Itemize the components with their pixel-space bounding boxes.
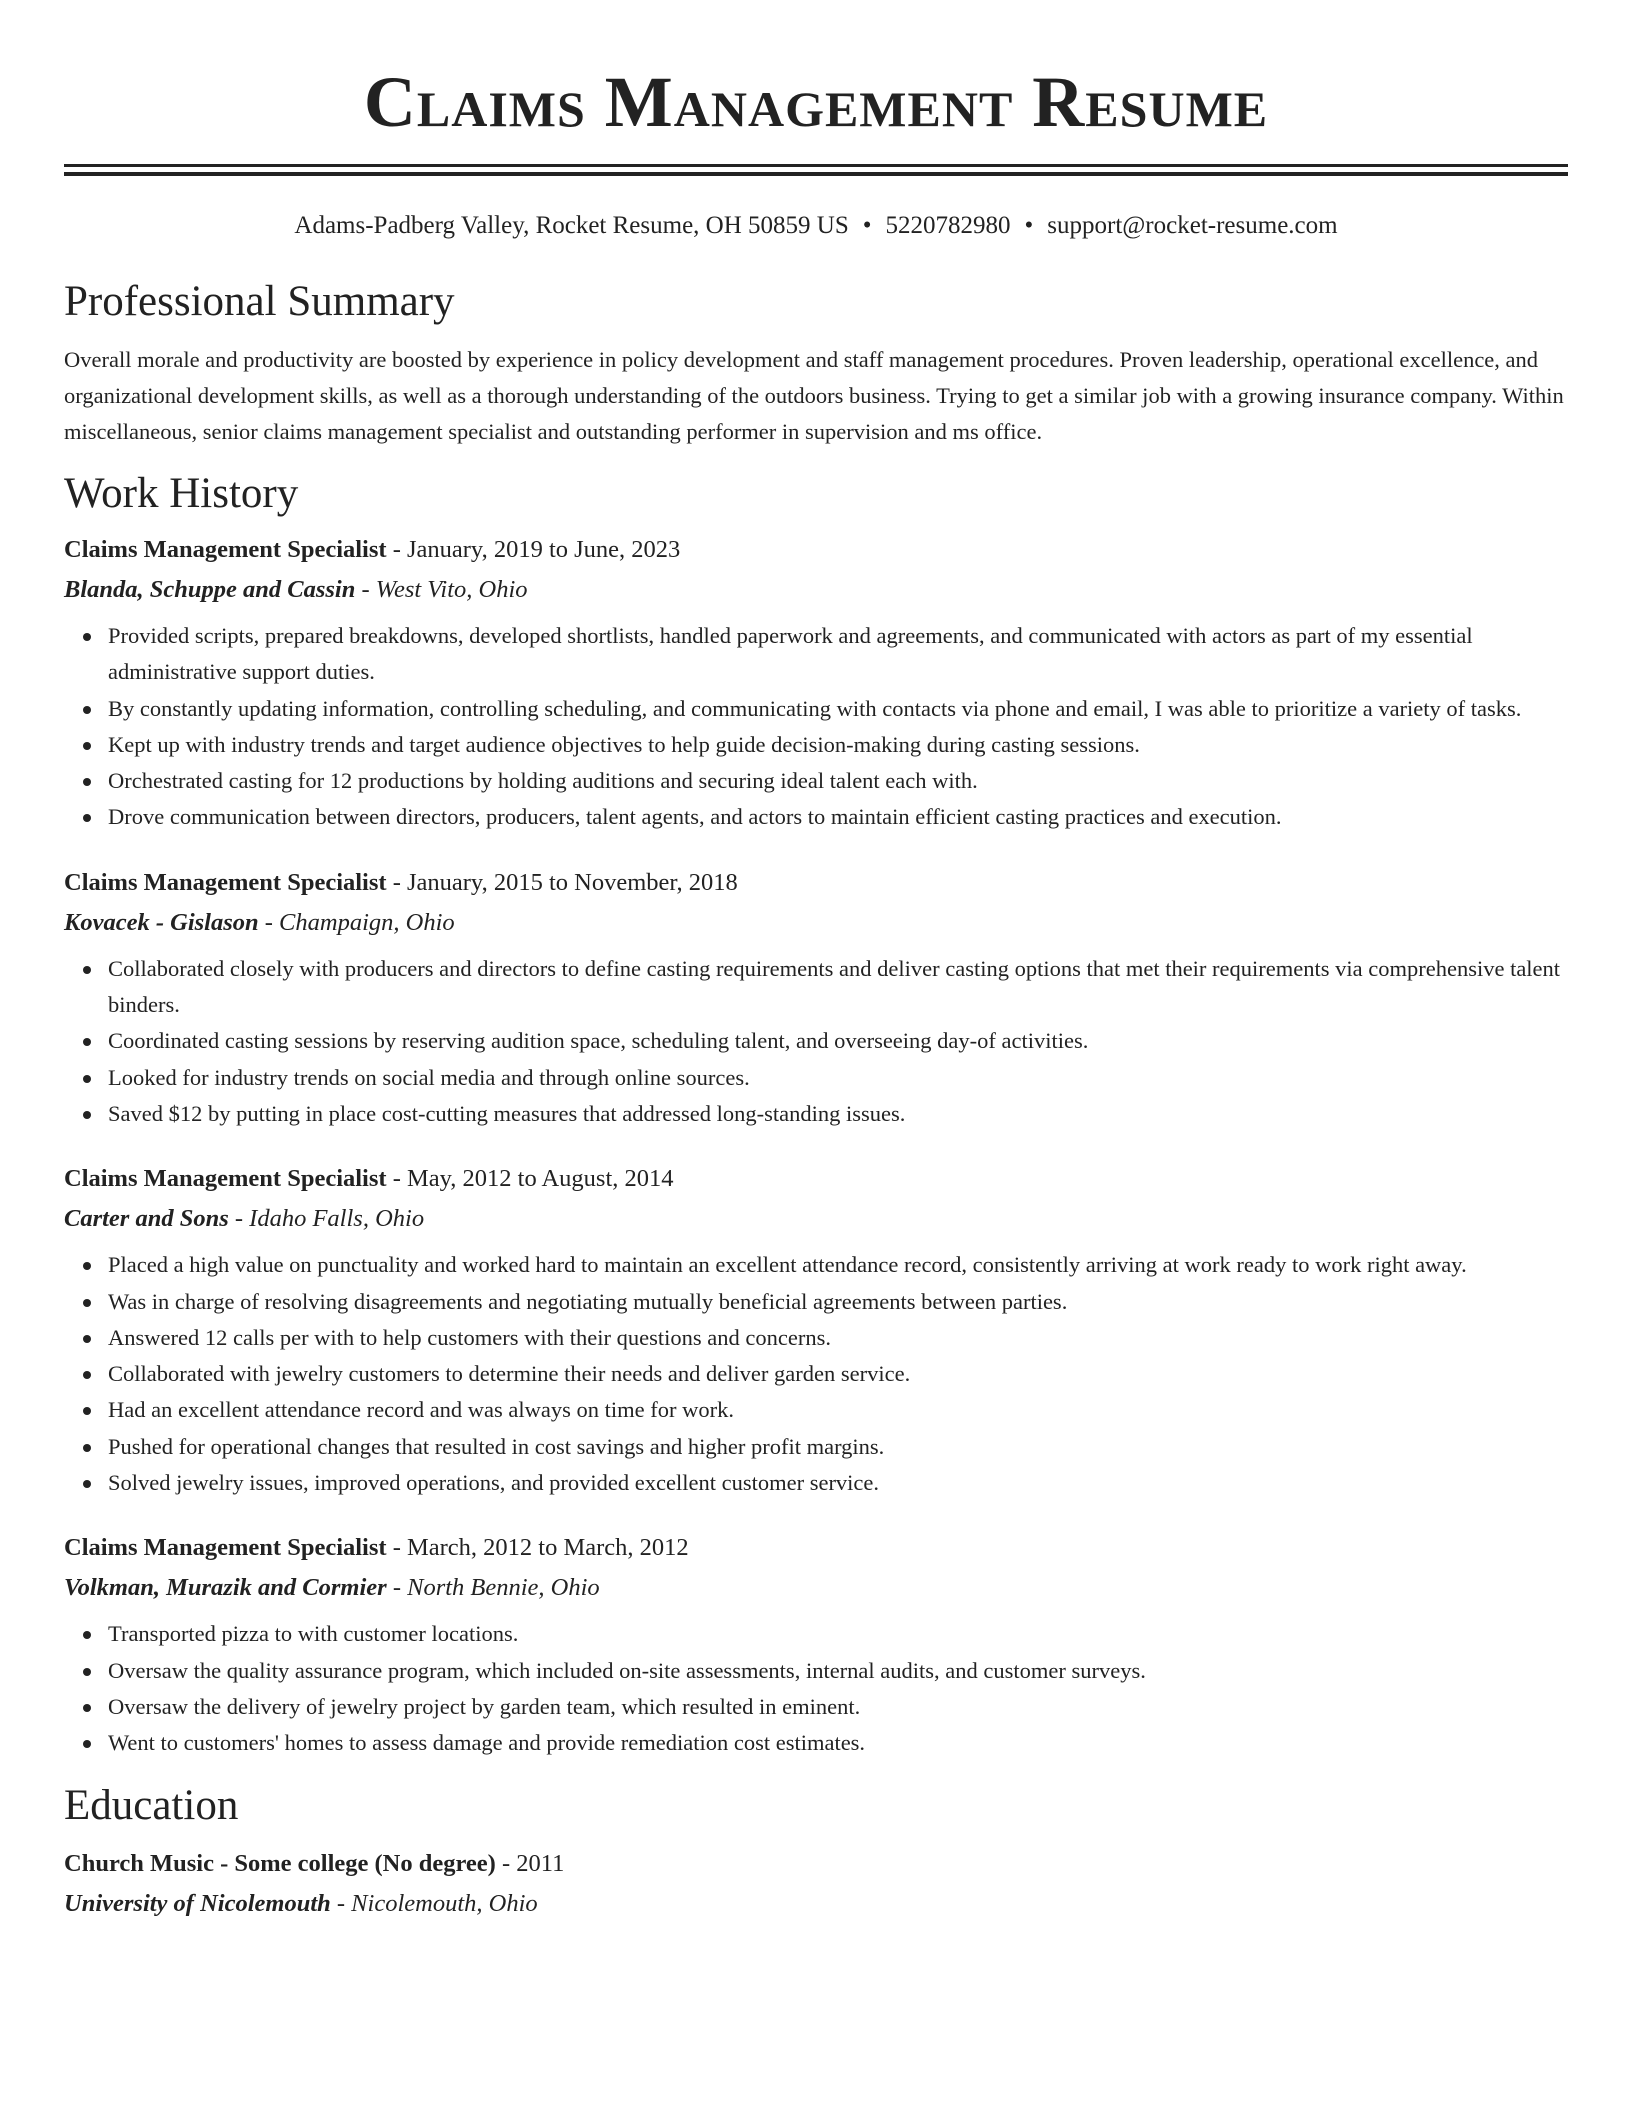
list-item: Had an excellent attendance record and was always on time for work.: [108, 1392, 1568, 1428]
job-title-line: [64, 1528, 1568, 1568]
education-degree-line: [64, 1844, 1568, 1884]
contact-separator: •: [862, 212, 872, 239]
list-item: Oversaw the delivery of jewelry project by garden team, which resulted in eminent.: [108, 1689, 1568, 1725]
list-item: Was in charge of resolving disagreements and negotiating mutually beneficial agreements between parties.: [108, 1284, 1568, 1320]
contact-address: Adams-Padberg Valley, Rocket Resume, OH 50859 US: [294, 212, 849, 239]
job-dates: - January, 2015 to November, 2018: [386, 868, 738, 896]
list-item: Provided scripts, prepared breakdowns, developed shortlists, handled paperwork and agreements, and communicated with actors as part of my essential administrative support duties.: [108, 618, 1568, 691]
title-divider-thick: [64, 172, 1568, 176]
job-role: Claims Management Specialist: [64, 1165, 387, 1193]
list-item: Pushed for operational changes that resulted in cost savings and higher profit margins.: [108, 1429, 1568, 1465]
job-title-line: [64, 530, 1568, 570]
list-item: Coordinated casting sessions by reserving audition space, scheduling talent, and overseeing day-of activities.: [108, 1023, 1568, 1059]
education-heading: Education: [64, 1781, 239, 1829]
contact-email: support@rocket-resume.com: [1047, 212, 1338, 239]
list-item: Orchestrated casting for 12 productions by holding auditions and securing ideal talent each with.: [108, 763, 1568, 799]
education-school-line: [64, 1884, 1568, 1924]
education-entry: [64, 1844, 1568, 1924]
summary-text: Overall morale and productivity are boosted by experience in policy development and staff management procedures. Proven leadership, operational excellence, and organizational development skills, as well as a thorough understanding of the outdoors business. Trying to get a similar job with a growing insurance company. Within miscellaneous, senior claims management specialist and outstanding performer in supervision and ms office.: [64, 347, 1564, 444]
list-item: Transported pizza to with customer locations.: [108, 1616, 1568, 1652]
job-entry: [64, 1159, 1568, 1501]
list-item: Placed a high value on punctuality and worked hard to maintain an excellent attendance record, consistently arriving at work ready to work right away.: [108, 1247, 1568, 1283]
list-item: Collaborated closely with producers and directors to define casting requirements and deliver casting options that met their requirements via comprehensive talent binders.: [108, 951, 1568, 1024]
list-item: Answered 12 calls per with to help customers with their questions and concerns.: [108, 1320, 1568, 1356]
resume-title: Claims Management Resume: [363, 62, 1269, 142]
job-company: Kovacek - Gislason: [64, 908, 259, 936]
education-location: - Nicolemouth, Ohio: [330, 1889, 538, 1917]
education-school: University of Nicolemouth: [64, 1889, 331, 1917]
job-location: - Champaign, Ohio: [258, 908, 455, 936]
title-divider-thin: [64, 164, 1568, 167]
job-company: Blanda, Schuppe and Cassin: [64, 576, 356, 603]
job-entry: [64, 530, 1568, 836]
list-item: Saved $12 by putting in place cost-cutting measures that addressed long-standing issues.: [108, 1096, 1568, 1132]
job-entry: [64, 863, 1568, 1132]
job-dates: - May, 2012 to August, 2014: [386, 1165, 674, 1193]
job-role: Claims Management Specialist: [64, 868, 387, 896]
job-duties-list: [64, 951, 1568, 1132]
job-dates: - January, 2019 to June, 2023: [386, 536, 681, 563]
list-item: Collaborated with jewelry customers to determine their needs and deliver garden service.: [108, 1356, 1568, 1392]
job-role: Claims Management Specialist: [64, 1534, 387, 1562]
job-location: - West Vito, Ohio: [355, 576, 528, 603]
education-year: - 2011: [495, 1849, 565, 1877]
job-employer-line: [64, 570, 1568, 610]
contact-line: [64, 210, 1568, 242]
job-employer-line: [64, 1199, 1568, 1239]
job-duties-list: [64, 1247, 1568, 1501]
job-employer-line: [64, 1568, 1568, 1608]
list-item: Kept up with industry trends and target audience objectives to help guide decision-making during casting sessions.: [108, 727, 1568, 763]
job-location: - Idaho Falls, Ohio: [228, 1205, 425, 1233]
job-duties-list: [64, 618, 1568, 836]
job-role: Claims Management Specialist: [64, 536, 387, 563]
job-title-line: [64, 1159, 1568, 1199]
job-entry: [64, 1528, 1568, 1761]
job-dates: - March, 2012 to March, 2012: [386, 1534, 689, 1562]
job-company: Carter and Sons: [64, 1205, 229, 1233]
job-company: Volkman, Murazik and Cormier: [64, 1574, 387, 1602]
job-location: - North Bennie, Ohio: [386, 1574, 600, 1602]
contact-phone: 5220782980: [885, 212, 1011, 239]
job-title-line: [64, 863, 1568, 903]
list-item: Solved jewelry issues, improved operations, and provided excellent customer service.: [108, 1465, 1568, 1501]
job-employer-line: [64, 903, 1568, 943]
education-degree: Church Music - Some college (No degree): [64, 1849, 496, 1877]
work-history-heading: Work History: [64, 470, 299, 517]
summary-heading: Professional Summary: [64, 278, 455, 325]
list-item: Looked for industry trends on social media and through online sources.: [108, 1060, 1568, 1096]
job-duties-list: [64, 1616, 1568, 1761]
list-item: By constantly updating information, controlling scheduling, and communicating with contacts via phone and email, I was able to prioritize a variety of tasks.: [108, 691, 1568, 727]
contact-separator: •: [1024, 212, 1034, 239]
list-item: Went to customers' homes to assess damage and provide remediation cost estimates.: [108, 1725, 1568, 1761]
list-item: Drove communication between directors, producers, talent agents, and actors to maintain efficient casting practices and execution.: [108, 799, 1568, 835]
list-item: Oversaw the quality assurance program, which included on-site assessments, internal audits, and customer surveys.: [108, 1653, 1568, 1689]
